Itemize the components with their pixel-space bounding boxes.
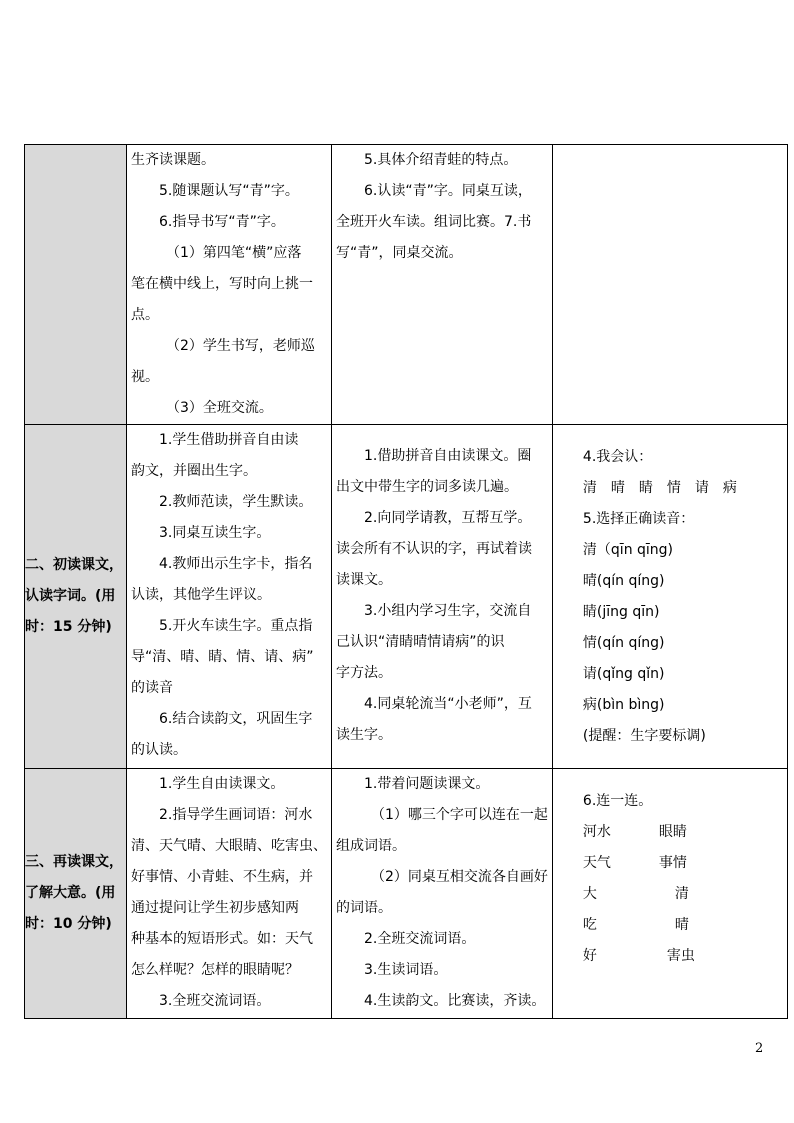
match-left: 吃 xyxy=(582,917,597,933)
text-line: 4.我会认： xyxy=(582,449,653,465)
text-line: 己认识“清睛晴情请病”的识 xyxy=(336,634,505,650)
table-row xyxy=(25,425,788,769)
text-line: 读课文。 xyxy=(336,572,392,588)
text-line: 认读，其他学生评议。 xyxy=(131,587,271,603)
student-activity-cell xyxy=(332,425,553,769)
match-right: 眼睛 xyxy=(658,824,687,840)
text-line: 清、天气晴、大眼睛、吃害虫、 xyxy=(131,838,327,854)
text-line: 清（qīn qīng) xyxy=(582,542,674,558)
exercise-cell xyxy=(552,145,787,425)
text-line: 4.生读韵文。比赛读，齐读。 xyxy=(364,993,546,1009)
text-line: （1）哪三个字可以连在一起 xyxy=(371,807,548,823)
text-line: 点。 xyxy=(131,307,159,323)
text-line: （2）学生书写，老师巡 xyxy=(166,338,315,354)
lesson-plan-table xyxy=(24,144,788,1019)
text-line: 5.具体介绍青蛙的特点。 xyxy=(364,152,518,168)
stage-cell xyxy=(25,769,127,1019)
text-line: 1.借助拼音自由读课文。圈 xyxy=(364,448,532,464)
text-line: （1）第四笔“横”应落 xyxy=(166,245,302,261)
match-left: 好 xyxy=(582,948,597,964)
teacher-activity-cell xyxy=(127,425,332,769)
page-number: 2 xyxy=(755,1041,764,1056)
text-line: 睛(jīng qīn) xyxy=(582,604,660,620)
text-line: 1.带着问题读课文。 xyxy=(364,776,490,792)
text-line: (提醒：生字要标调) xyxy=(582,728,706,744)
match-right: 事情 xyxy=(658,855,687,871)
text-line: 情(qín qíng) xyxy=(582,635,665,651)
text-line: 5.选择正确读音： xyxy=(582,511,695,527)
stage-title-line: 三、再读课文， xyxy=(25,854,123,870)
text-line: 3.全班交流词语。 xyxy=(159,993,271,1009)
stage-title-line: 了解大意。(用 xyxy=(25,885,116,901)
text-line: 清 晴 睛 情 请 病 xyxy=(582,480,737,496)
exercise-cell xyxy=(552,425,787,769)
text-line: 3.同桌互读生字。 xyxy=(159,525,271,541)
match-right: 清 xyxy=(674,886,689,902)
stage-title-line: 时：10 分钟) xyxy=(25,916,112,932)
text-line: 的读音 xyxy=(131,680,173,696)
match-row xyxy=(583,910,783,941)
text-line: 韵文，并圈出生字。 xyxy=(131,463,257,479)
match-right: 害虫 xyxy=(666,948,695,964)
text-line: 3.小组内学习生字，交流自 xyxy=(364,603,532,619)
text-line: 2.全班交流词语。 xyxy=(364,931,476,947)
text-line: 6.连一连。 xyxy=(582,793,653,809)
stage-title-line: 二、初读课文， xyxy=(25,557,123,573)
text-line: 写“青”，同桌交流。 xyxy=(336,245,463,261)
text-line: 4.教师出示生字卡，指名 xyxy=(159,556,313,572)
teacher-activity-cell xyxy=(127,145,332,425)
text-line: 病(bìn bìng) xyxy=(582,697,665,713)
match-left: 大 xyxy=(582,886,597,902)
text-line: 生齐读课题。 xyxy=(131,152,215,168)
text-line: 1.学生自由读课文。 xyxy=(159,776,285,792)
text-line: 的词语。 xyxy=(336,900,392,916)
text-line: （2）同桌互相交流各自画好 xyxy=(371,869,548,885)
text-line: 2.向同学请教，互帮互学。 xyxy=(364,510,532,526)
text-line: 6.认读“青”字。同桌互读， xyxy=(364,183,532,199)
text-line: 通过提问让学生初步感知两 xyxy=(131,900,299,916)
text-line: 的认读。 xyxy=(131,742,187,758)
student-activity-cell xyxy=(332,769,553,1019)
text-line: 好事情、小青蛙、不生病，并 xyxy=(131,869,313,885)
text-line: 种基本的短语形式。如：天气 xyxy=(131,931,313,947)
text-line: 视。 xyxy=(131,369,159,385)
stage-cell xyxy=(25,145,127,425)
text-line: 组成词语。 xyxy=(336,838,406,854)
text-line: 字方法。 xyxy=(336,665,392,681)
text-line: 2.教师范读，学生默读。 xyxy=(159,494,313,510)
text-line: 读生字。 xyxy=(336,727,392,743)
text-line: 5.随课题认写“青”字。 xyxy=(159,183,299,199)
text-line: 出文中带生字的词多读几遍。 xyxy=(336,479,518,495)
text-line: （3）全班交流。 xyxy=(166,400,273,416)
text-line: 读会所有不认识的字，再试着读 xyxy=(336,541,532,557)
stage-cell xyxy=(25,425,127,769)
text-line: 全班开火车读。组词比赛。7.书 xyxy=(336,214,532,230)
exercise-cell xyxy=(552,769,787,1019)
text-line: 晴(qín qíng) xyxy=(582,573,665,589)
text-line: 4.同桌轮流当“小老师”，互 xyxy=(364,696,532,712)
match-row xyxy=(583,941,783,972)
text-line: 怎么样呢？怎样的眼睛呢？ xyxy=(131,962,299,978)
text-line: 导“清、晴、睛、情、请、病” xyxy=(131,649,314,665)
teacher-activity-cell xyxy=(127,769,332,1019)
match-right: 晴 xyxy=(674,917,689,933)
match-left: 河水 xyxy=(582,824,611,840)
stage-title-line: 认读字词。(用 xyxy=(25,588,116,604)
text-line: 6.指导书写“青”字。 xyxy=(159,214,285,230)
stage-title-line: 时：15 分钟) xyxy=(25,619,112,635)
text-line: 6.结合读韵文，巩固生字 xyxy=(159,711,313,727)
text-line: 5.开火车读生字。重点指 xyxy=(159,618,313,634)
table-row xyxy=(25,769,788,1019)
student-activity-cell xyxy=(332,145,553,425)
text-line: 2.指导学生画词语：河水 xyxy=(159,807,313,823)
text-line: 笔在横中线上，写时向上挑一 xyxy=(131,276,313,292)
match-row xyxy=(583,879,783,910)
match-left: 天气 xyxy=(582,855,611,871)
match-row xyxy=(583,817,783,848)
text-line: 3.生读词语。 xyxy=(364,962,448,978)
text-line: 1.学生借助拼音自由读 xyxy=(159,432,299,448)
table-row xyxy=(25,145,788,425)
text-line: 请(qǐng qǐn) xyxy=(582,666,665,682)
match-row xyxy=(583,848,783,879)
